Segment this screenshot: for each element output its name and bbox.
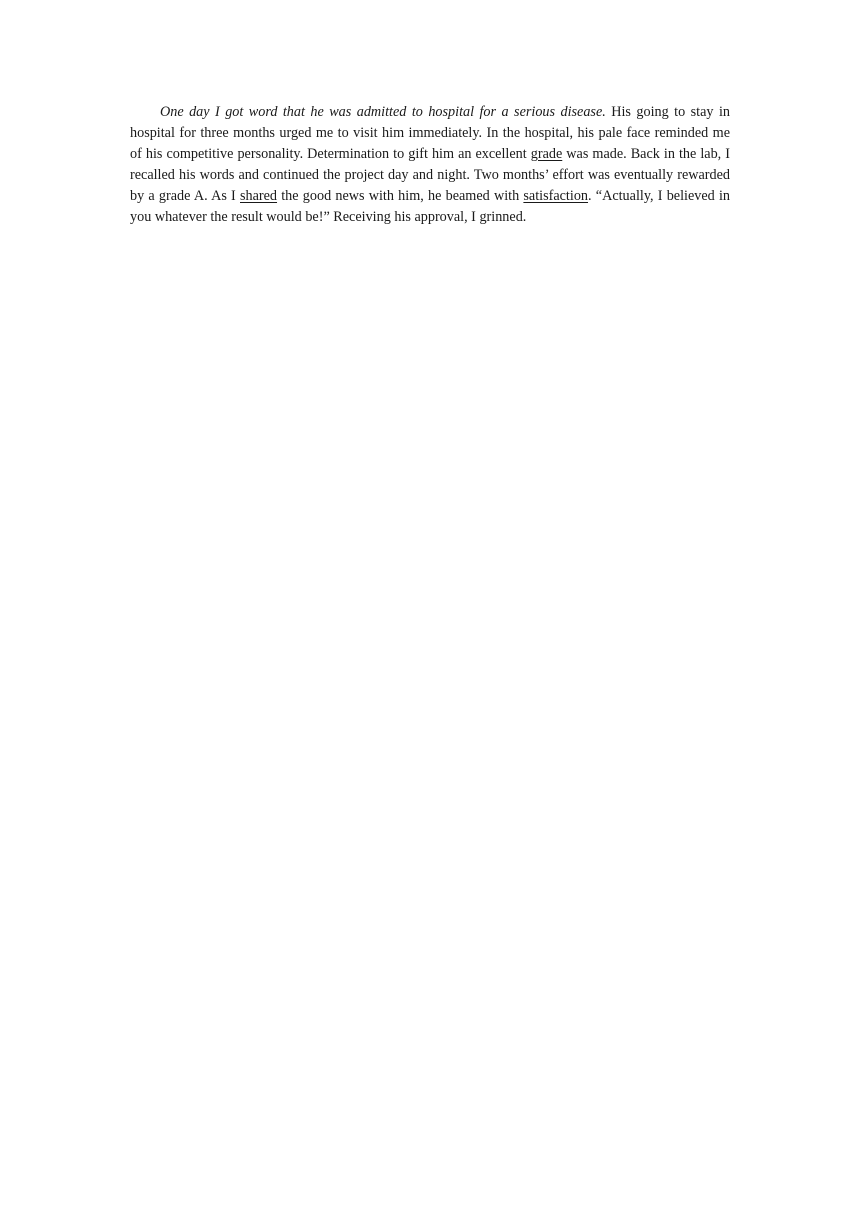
paragraph-text-4: . “Actually, I believed in you whatever the result would be!” Receiving his approval, I grinned. <box>130 188 731 225</box>
underlined-word-shared: shared <box>240 188 278 204</box>
paragraph-text-1: His going to stay in hospital for three months urged me to visit him immediately. In the hospital, his pale face reminded me of his competitive personality. Determination to gift him an excellent <box>130 104 730 162</box>
underlined-word-grade: grade <box>530 146 563 162</box>
story-paragraph <box>130 102 730 228</box>
italic-opening-sentence: One day I got word that he was admitted to hospital for a serious disease. <box>160 104 606 120</box>
underlined-word-satisfaction: satisfaction <box>523 188 589 204</box>
paragraph-text-2: was made. Back in the lab, I recalled his words and continued the project day and night. Two months’ effort was eventually rewarded by a grade A. As I <box>130 146 730 204</box>
paragraph-text-3: the good news with him, he beamed with <box>277 188 524 204</box>
